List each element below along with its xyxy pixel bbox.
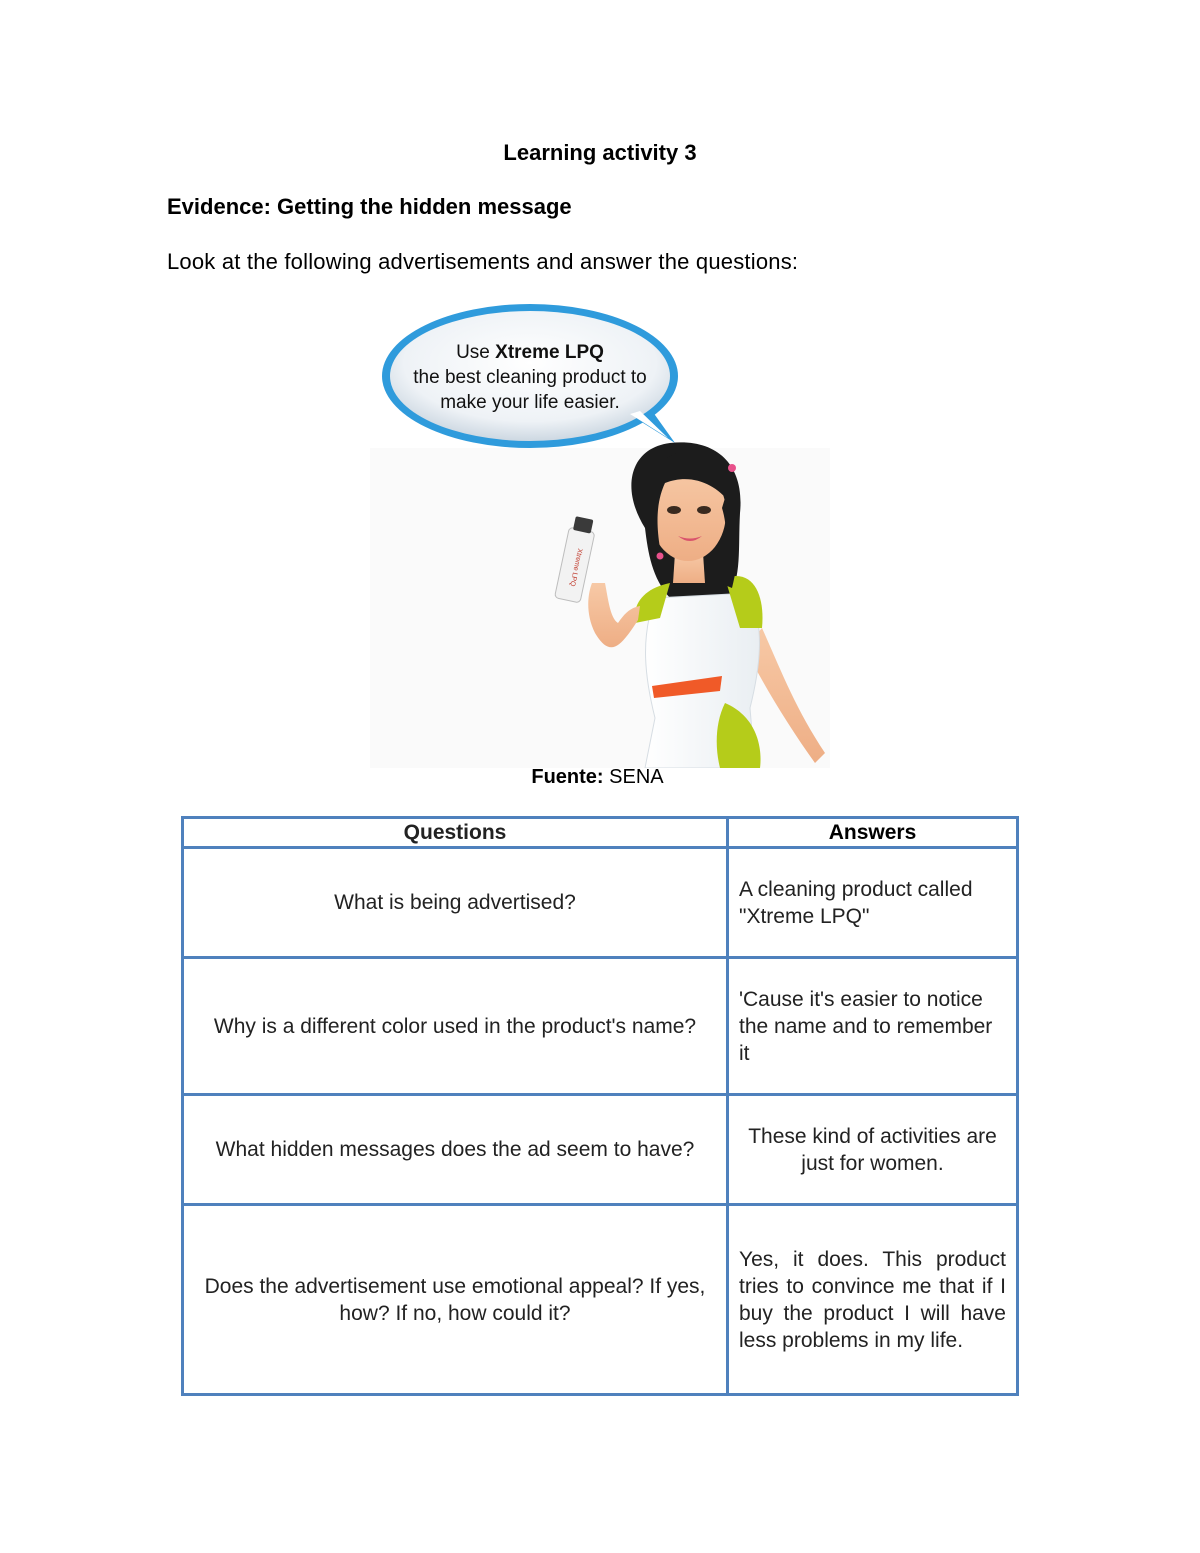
bubble-text xyxy=(385,340,675,415)
instructions-text: Look at the following advertisements and answer the questions: xyxy=(167,249,799,274)
table-row xyxy=(183,958,1018,1095)
bubble-line-2: the best cleaning product to xyxy=(413,367,647,388)
question-cell: Why is a different color used in the product's name? xyxy=(183,958,728,1095)
header-answers: Answers xyxy=(728,818,1018,848)
bottle-label: Xtreme LPQ xyxy=(568,547,584,587)
table-row xyxy=(183,1205,1018,1395)
question-cell: What hidden messages does the ad seem to have? xyxy=(183,1095,728,1205)
table-row xyxy=(183,848,1018,958)
answer-cell: Yes, it does. This product tries to convince me that if I buy the product I will have less problems in my life. xyxy=(728,1205,1018,1395)
source-value: SENA xyxy=(603,766,664,788)
evidence-heading: Evidence: Getting the hidden message xyxy=(167,194,572,219)
question-cell: Does the advertisement use emotional appeal? If yes, how? If no, how could it? xyxy=(183,1205,728,1395)
source-label: Fuente: xyxy=(531,766,604,788)
answer-cell: 'Cause it's easier to notice the name and to remember it xyxy=(728,958,1018,1095)
answer-cell: A cleaning product called "Xtreme LPQ" xyxy=(728,848,1018,958)
source-caption xyxy=(0,766,1195,789)
answer-cell: These kind of activities are just for women. xyxy=(728,1095,1018,1205)
bubble-line-3: make your life easier. xyxy=(440,392,620,413)
bubble-line-1 xyxy=(385,340,675,365)
question-cell: What is being advertised? xyxy=(183,848,728,958)
bubble-line-1-prefix: Use xyxy=(456,342,496,363)
table-header-row xyxy=(183,818,1018,848)
questions-table xyxy=(181,816,1019,1396)
document-title: Learning activity 3 xyxy=(503,140,697,165)
bubble-brand: Xtreme LPQ xyxy=(495,342,604,363)
header-questions: Questions xyxy=(183,818,728,848)
table-row xyxy=(183,1095,1018,1205)
